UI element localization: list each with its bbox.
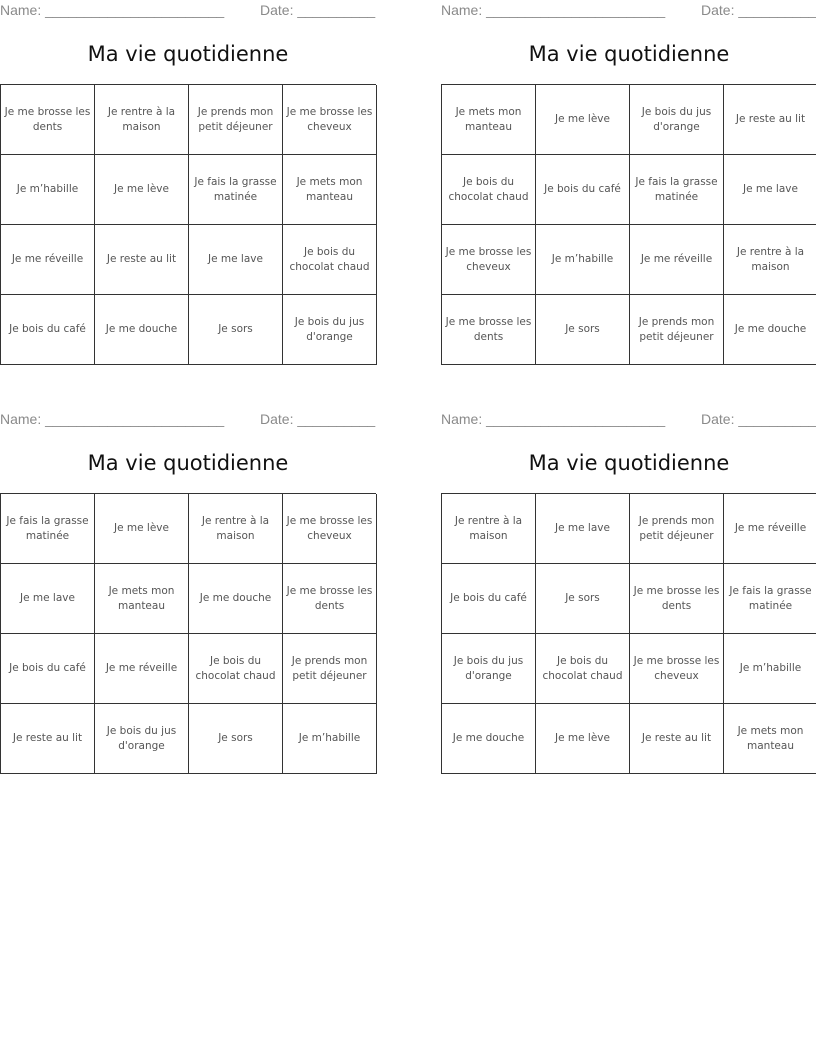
grid-cell: Je prends mon petit déjeuner	[189, 85, 283, 155]
grid-cell: Je bois du café	[1, 634, 95, 704]
bingo-grid	[0, 84, 376, 365]
grid-cell: Je bois du café	[1, 295, 95, 365]
grid-cell: Je me brosse les cheveux	[442, 225, 536, 295]
grid-cell: Je prends mon petit déjeuner	[283, 634, 377, 704]
grid-cell: Je reste au lit	[1, 704, 95, 774]
date-field: Date: __________	[260, 411, 376, 427]
grid-cell: Je m’habille	[1, 155, 95, 225]
grid-cell: Je prends mon petit déjeuner	[630, 494, 724, 564]
bingo-card-2	[441, 0, 816, 365]
grid-cell: Je bois du chocolat chaud	[189, 634, 283, 704]
grid-cell: Je bois du chocolat chaud	[283, 225, 377, 295]
grid-cell: Je fais la grasse matinée	[630, 155, 724, 225]
card-title: Ma vie quotidienne	[528, 42, 730, 66]
grid-cell: Je mets mon manteau	[724, 704, 816, 774]
card-header	[441, 409, 816, 431]
grid-cell: Je me réveille	[630, 225, 724, 295]
grid-cell: Je bois du jus d'orange	[630, 85, 724, 155]
grid-cell: Je sors	[536, 295, 630, 365]
name-field: Name: _______________________	[441, 411, 666, 427]
grid-cell: Je me brosse les cheveux	[630, 634, 724, 704]
grid-cell: Je bois du chocolat chaud	[536, 634, 630, 704]
grid-cell: Je fais la grasse matinée	[189, 155, 283, 225]
grid-cell: Je me douche	[442, 704, 536, 774]
grid-cell: Je reste au lit	[724, 85, 816, 155]
name-field: Name: _______________________	[0, 2, 225, 18]
grid-cell: Je rentre à la maison	[724, 225, 816, 295]
grid-cell: Je me lève	[95, 155, 189, 225]
grid-cell: Je me brosse les dents	[630, 564, 724, 634]
grid-cell: Je me réveille	[1, 225, 95, 295]
grid-cell: Je mets mon manteau	[95, 564, 189, 634]
card-title: Ma vie quotidienne	[87, 451, 289, 475]
grid-cell: Je reste au lit	[95, 225, 189, 295]
grid-cell: Je rentre à la maison	[442, 494, 536, 564]
grid-cell: Je me lève	[536, 85, 630, 155]
grid-cell: Je m’habille	[283, 704, 377, 774]
grid-cell: Je rentre à la maison	[95, 85, 189, 155]
card-header	[441, 0, 816, 22]
bingo-grid	[0, 493, 376, 774]
grid-cell: Je me douche	[189, 564, 283, 634]
grid-cell: Je mets mon manteau	[283, 155, 377, 225]
date-field: Date: __________	[260, 2, 376, 18]
grid-cell: Je me lève	[95, 494, 189, 564]
grid-cell: Je m’habille	[536, 225, 630, 295]
grid-cell: Je me lave	[1, 564, 95, 634]
grid-cell: Je reste au lit	[630, 704, 724, 774]
grid-cell: Je sors	[189, 704, 283, 774]
grid-cell: Je me brosse les dents	[283, 564, 377, 634]
grid-cell: Je me brosse les dents	[442, 295, 536, 365]
card-title: Ma vie quotidienne	[87, 42, 289, 66]
grid-cell: Je bois du jus d'orange	[95, 704, 189, 774]
grid-cell: Je prends mon petit déjeuner	[630, 295, 724, 365]
bingo-card-1	[0, 0, 376, 365]
grid-cell: Je fais la grasse matinée	[724, 564, 816, 634]
grid-cell: Je me lève	[536, 704, 630, 774]
date-field: Date: __________	[701, 411, 816, 427]
date-field: Date: __________	[701, 2, 816, 18]
grid-cell: Je bois du café	[536, 155, 630, 225]
grid-cell: Je me douche	[95, 295, 189, 365]
grid-cell: Je mets mon manteau	[442, 85, 536, 155]
grid-cell: Je bois du jus d'orange	[283, 295, 377, 365]
grid-cell: Je bois du chocolat chaud	[442, 155, 536, 225]
name-field: Name: _______________________	[0, 411, 225, 427]
card-title: Ma vie quotidienne	[528, 451, 730, 475]
grid-cell: Je sors	[189, 295, 283, 365]
grid-cell: Je me brosse les dents	[1, 85, 95, 155]
grid-cell: Je me douche	[724, 295, 816, 365]
grid-cell: Je sors	[536, 564, 630, 634]
card-header	[0, 0, 376, 22]
grid-cell: Je me lave	[536, 494, 630, 564]
grid-cell: Je me réveille	[95, 634, 189, 704]
grid-cell: Je bois du jus d'orange	[442, 634, 536, 704]
card-header	[0, 409, 376, 431]
bingo-card-4	[441, 409, 816, 774]
name-field: Name: _______________________	[441, 2, 666, 18]
bingo-grid	[441, 493, 816, 774]
grid-cell: Je me lave	[724, 155, 816, 225]
bingo-card-3	[0, 409, 376, 774]
grid-cell: Je me brosse les cheveux	[283, 85, 377, 155]
grid-cell: Je me réveille	[724, 494, 816, 564]
grid-cell: Je me brosse les cheveux	[283, 494, 377, 564]
grid-cell: Je m’habille	[724, 634, 816, 704]
grid-cell: Je rentre à la maison	[189, 494, 283, 564]
grid-cell: Je me lave	[189, 225, 283, 295]
bingo-grid	[441, 84, 816, 365]
grid-cell: Je bois du café	[442, 564, 536, 634]
grid-cell: Je fais la grasse matinée	[1, 494, 95, 564]
